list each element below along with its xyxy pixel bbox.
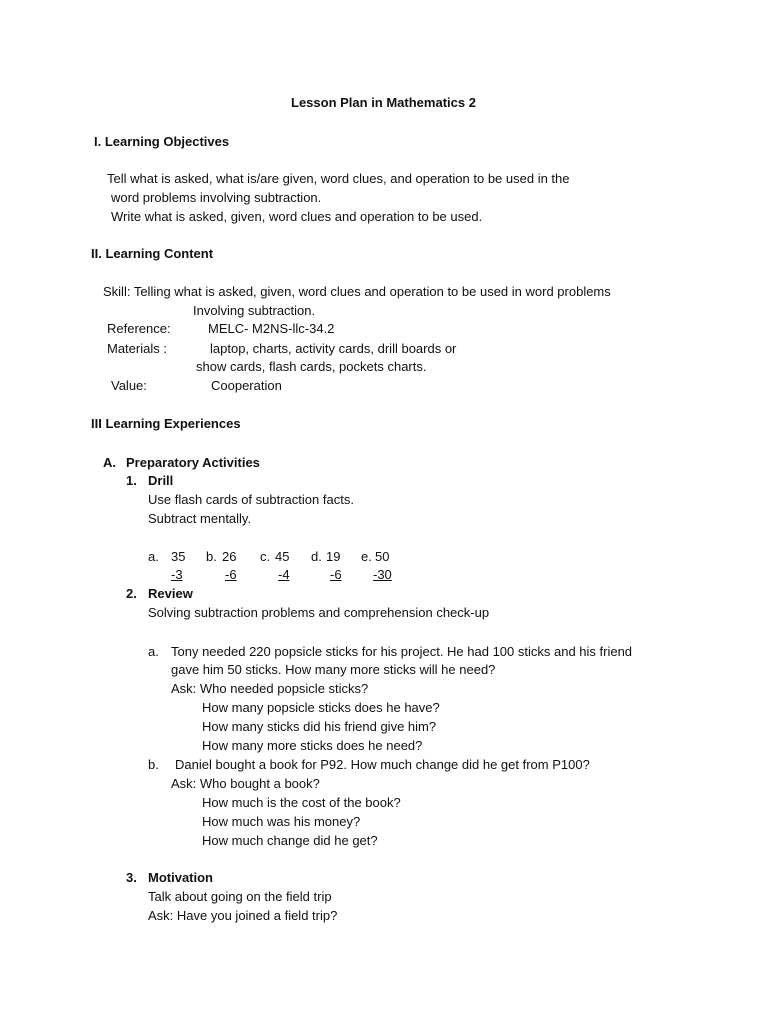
materials-label: Materials : (107, 341, 167, 356)
drill-line-2: Subtract mentally. (148, 511, 252, 526)
review-b-question-1: How much is the cost of the book? (202, 795, 401, 810)
drill-bottom-c: -4 (278, 567, 290, 582)
review-a-letter: a. (148, 644, 159, 659)
drill-letter-b: b. (206, 549, 217, 564)
review-b-question-3: How much change did he get? (202, 833, 378, 848)
review-b-ask: Ask: Who bought a book? (171, 776, 320, 791)
review-a-question-1: How many popsicle sticks does he have? (202, 700, 440, 715)
drill-letter-e: e. (361, 549, 372, 564)
document-title: Lesson Plan in Mathematics 2 (291, 95, 476, 110)
drill-letter-c: c. (260, 549, 271, 564)
review-b-letter: b. (148, 757, 159, 772)
motivation-line-1: Talk about going on the field trip (148, 889, 332, 904)
drill-top-e: 50 (375, 549, 390, 564)
reference-value: MELC- M2NS-llc-34.2 (208, 321, 335, 336)
value-value: Cooperation (211, 378, 282, 393)
review-intro: Solving subtraction problems and comprehension check-up (148, 605, 490, 620)
drill-top-d: 19 (326, 549, 341, 564)
review-marker: 2. (126, 586, 137, 601)
section-a-label: Preparatory Activities (126, 455, 260, 470)
review-a-line-2: gave him 50 sticks. How many more sticks will he need? (171, 662, 496, 677)
review-b-question-2: How much was his money? (202, 814, 361, 829)
objective-line-1: Tell what is asked, what is/are given, word clues, and operation to be used in the (107, 171, 570, 186)
drill-letter-d: d. (311, 549, 322, 564)
objective-line-2: word problems involving subtraction. (111, 190, 322, 205)
experiences-heading: III Learning Experiences (91, 416, 241, 431)
review-a-line-1: Tony needed 220 popsicle sticks for his project. He had 100 sticks and his friend (171, 644, 633, 659)
motivation-marker: 3. (126, 870, 137, 885)
drill-bottom-e: -30 (373, 567, 392, 582)
section-a-marker: A. (103, 455, 116, 470)
value-label: Value: (111, 378, 147, 393)
motivation-line-2: Ask: Have you joined a field trip? (148, 908, 338, 923)
drill-top-b: 26 (222, 549, 237, 564)
drill-letter-a: a. (148, 549, 159, 564)
motivation-label: Motivation (148, 870, 213, 885)
skill-line-2: Involving subtraction. (193, 303, 316, 318)
drill-top-c: 45 (275, 549, 290, 564)
review-a-question-2: How many sticks did his friend give him? (202, 719, 437, 734)
content-heading: II. Learning Content (91, 246, 214, 261)
drill-bottom-d: -6 (330, 567, 342, 582)
drill-top-a: 35 (171, 549, 186, 564)
review-a-question-3: How many more sticks does he need? (202, 738, 423, 753)
drill-label: Drill (148, 473, 174, 488)
reference-label: Reference: (107, 321, 171, 336)
materials-line-2: show cards, flash cards, pockets charts. (196, 359, 427, 374)
skill-line-1: Skill: Telling what is asked, given, word clues and operation to be used in word problems (103, 284, 611, 299)
review-b-line-1: Daniel bought a book for P92. How much change did he get from P100? (175, 757, 590, 772)
drill-bottom-a: -3 (171, 567, 183, 582)
materials-line-1: laptop, charts, activity cards, drill boards or (210, 341, 457, 356)
review-label: Review (148, 586, 193, 601)
review-a-ask: Ask: Who needed popsicle sticks? (171, 681, 369, 696)
objective-line-3: Write what is asked, given, word clues and operation to be used. (111, 209, 483, 224)
drill-marker: 1. (126, 473, 137, 488)
drill-bottom-b: -6 (225, 567, 237, 582)
drill-line-1: Use flash cards of subtraction facts. (148, 492, 354, 507)
objectives-heading: I. Learning Objectives (94, 134, 230, 149)
